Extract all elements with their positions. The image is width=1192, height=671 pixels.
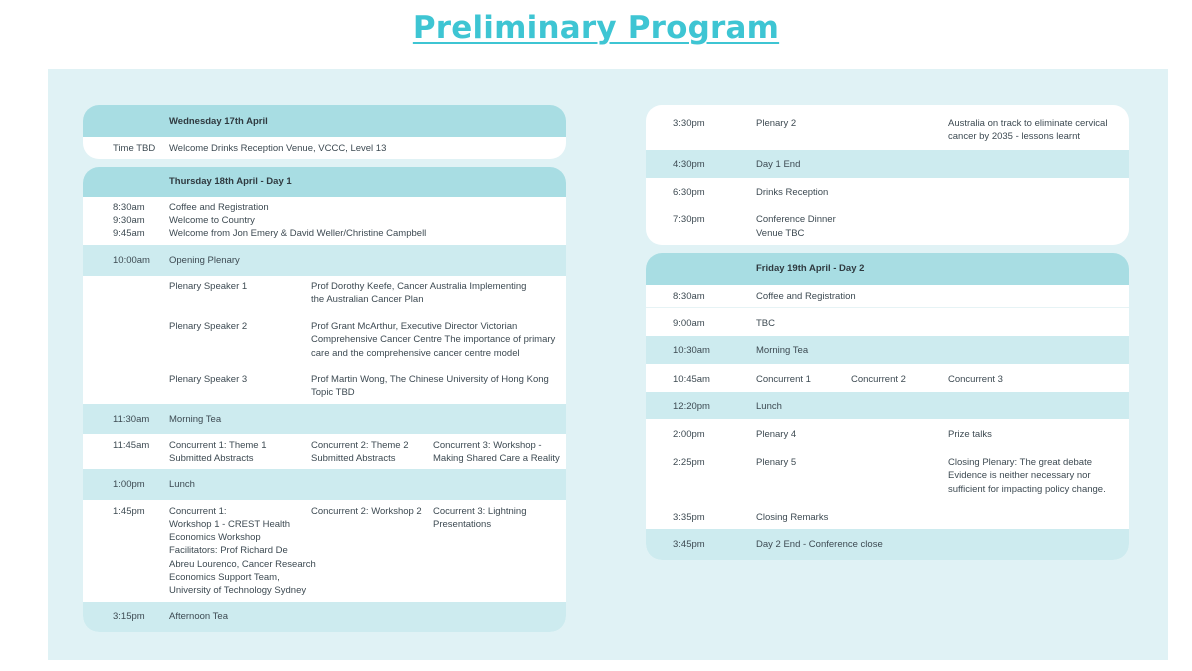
concurrent-2: Concurrent 2: Theme 2 xyxy=(311,440,409,451)
session-title: Closing Remarks xyxy=(756,512,829,523)
session-title: Welcome from Jon Emery & David Weller/Christine Campbell xyxy=(169,228,427,239)
program-panel xyxy=(48,69,1168,660)
session-title: Day 1 End xyxy=(756,159,801,170)
session-time: 1:00pm xyxy=(113,479,145,490)
friday-header xyxy=(646,253,1129,285)
session-title: Venue TBC xyxy=(756,228,805,239)
concurrent-2: Submitted Abstracts xyxy=(311,453,396,464)
concurrent-1: Facilitators: Prof Richard De xyxy=(169,545,288,556)
session-time: 10:30am xyxy=(673,345,710,356)
session-time: 1:45pm xyxy=(113,506,145,517)
session-title: Lunch xyxy=(169,479,195,490)
wednesday-header xyxy=(83,105,566,137)
day2-end-row xyxy=(646,529,1129,560)
day1-continued-card xyxy=(646,105,1129,245)
speaker-desc: care and the comprehensive cancer centre model xyxy=(311,348,520,359)
thursday-card xyxy=(83,167,566,632)
session-time: 2:25pm xyxy=(673,457,705,468)
session-title: Morning Tea xyxy=(756,345,809,356)
session-title: Lunch xyxy=(756,401,782,412)
session-title: Drinks Reception xyxy=(756,187,829,198)
concurrent-2: Concurrent 2: Workshop 2 xyxy=(311,506,422,517)
concurrent-3: Cocurrent 3: Lightning xyxy=(433,506,527,517)
session-title: Coffee and Registration xyxy=(169,202,269,213)
session-desc: Prize talks xyxy=(948,429,992,440)
day-title: Thursday 18th April - Day 1 xyxy=(169,176,292,187)
day-title: Wednesday 17th April xyxy=(169,116,268,127)
session-title: Opening Plenary xyxy=(169,255,240,266)
concurrent-1: University of Technology Sydney xyxy=(169,585,307,596)
session-desc: Closing Plenary: The great debate xyxy=(948,457,1092,468)
morning-tea-row xyxy=(646,336,1129,364)
speaker-desc: the Australian Cancer Plan xyxy=(311,294,424,305)
session-time: 11:30am xyxy=(113,414,150,425)
session-time: 3:35pm xyxy=(673,512,705,523)
concurrent-3: Making Shared Care a Reality xyxy=(433,453,560,464)
thursday-header xyxy=(83,167,566,197)
session-title: Morning Tea xyxy=(169,414,222,425)
session-title: TBC xyxy=(756,318,775,329)
concurrent-1: Abreu Lourenco, Cancer Research xyxy=(169,559,316,570)
session-title: Plenary 5 xyxy=(756,457,797,468)
page-title: Preliminary Program xyxy=(412,10,780,46)
session-title: Plenary 4 xyxy=(756,429,797,440)
session-time: 9:45am xyxy=(113,228,145,239)
session-time: 7:30pm xyxy=(673,214,705,225)
session-title: Conference Dinner xyxy=(756,214,836,225)
session-time: 9:00am xyxy=(673,318,705,329)
lunch-row xyxy=(646,392,1129,419)
session-time: 4:30pm xyxy=(673,159,705,170)
speaker-label: Plenary Speaker 1 xyxy=(169,281,248,292)
tbc-row xyxy=(646,307,1129,336)
concurrent-3: Concurrent 3 xyxy=(948,374,1003,385)
concurrent-3: Concurrent 3: Workshop - xyxy=(433,440,542,451)
session-time: Time TBD xyxy=(113,143,156,154)
wednesday-card xyxy=(83,105,566,159)
session-time: 3:45pm xyxy=(673,539,705,550)
concurrent-3: Presentations xyxy=(433,519,492,530)
session-time: 10:45am xyxy=(673,374,710,385)
session-desc: sufficient for impacting policy change. xyxy=(948,484,1106,495)
session-time: 3:30pm xyxy=(673,118,705,129)
session-title: Coffee and Registration xyxy=(756,291,856,302)
session-title: Welcome Drinks Reception Venue, VCCC, Level 13 xyxy=(169,143,387,154)
session-title: Plenary 2 xyxy=(756,118,797,129)
session-title: Day 2 End - Conference close xyxy=(756,539,883,550)
day1-end-row xyxy=(646,150,1129,178)
session-time: 10:00am xyxy=(113,255,150,266)
speaker-desc: Prof Dorothy Keefe, Cancer Australia Implementing xyxy=(311,281,527,292)
speaker-label: Plenary Speaker 2 xyxy=(169,321,248,332)
friday-card xyxy=(646,253,1129,560)
session-time: 3:15pm xyxy=(113,611,145,622)
concurrent-1: Concurrent 1: xyxy=(169,506,227,517)
speaker-desc: Prof Grant McArthur, Executive Director Victorian xyxy=(311,321,518,332)
speaker-desc: Comprehensive Cancer Centre The importance of primary xyxy=(311,334,556,345)
day-title: Friday 19th April - Day 2 xyxy=(756,263,865,274)
concurrent-1: Economics Workshop xyxy=(169,532,261,543)
speaker-desc: Prof Martin Wong, The Chinese University of Hong Kong xyxy=(311,374,549,385)
session-time: 8:30am xyxy=(673,291,705,302)
session-time: 6:30pm xyxy=(673,187,705,198)
afternoon-tea-row xyxy=(83,602,566,632)
concurrent-1: Economics Support Team, xyxy=(169,572,280,583)
session-desc: Australia on track to eliminate cervical xyxy=(948,118,1108,129)
session-time: 8:30am xyxy=(113,202,145,213)
concurrent-1: Concurrent 1 xyxy=(756,374,811,385)
session-title: Welcome to Country xyxy=(169,215,255,226)
session-time: 9:30am xyxy=(113,215,145,226)
speaker-label: Plenary Speaker 3 xyxy=(169,374,248,385)
lunch-row xyxy=(83,469,566,500)
morning-tea-row xyxy=(83,404,566,434)
session-time: 11:45am xyxy=(113,440,150,451)
concurrent-1: Workshop 1 - CREST Health xyxy=(169,519,291,530)
session-time: 12:20pm xyxy=(673,401,710,412)
opening-plenary-row xyxy=(83,245,566,276)
session-desc: Evidence is neither necessary nor xyxy=(948,470,1091,481)
concurrent-1: Concurrent 1: Theme 1 xyxy=(169,440,267,451)
session-title: Afternoon Tea xyxy=(169,611,228,622)
concurrent-2: Concurrent 2 xyxy=(851,374,906,385)
session-desc: cancer by 2035 - lessons learnt xyxy=(948,131,1081,142)
concurrent-1: Submitted Abstracts xyxy=(169,453,254,464)
speaker-desc: Topic TBD xyxy=(311,387,355,398)
session-time: 2:00pm xyxy=(673,429,705,440)
